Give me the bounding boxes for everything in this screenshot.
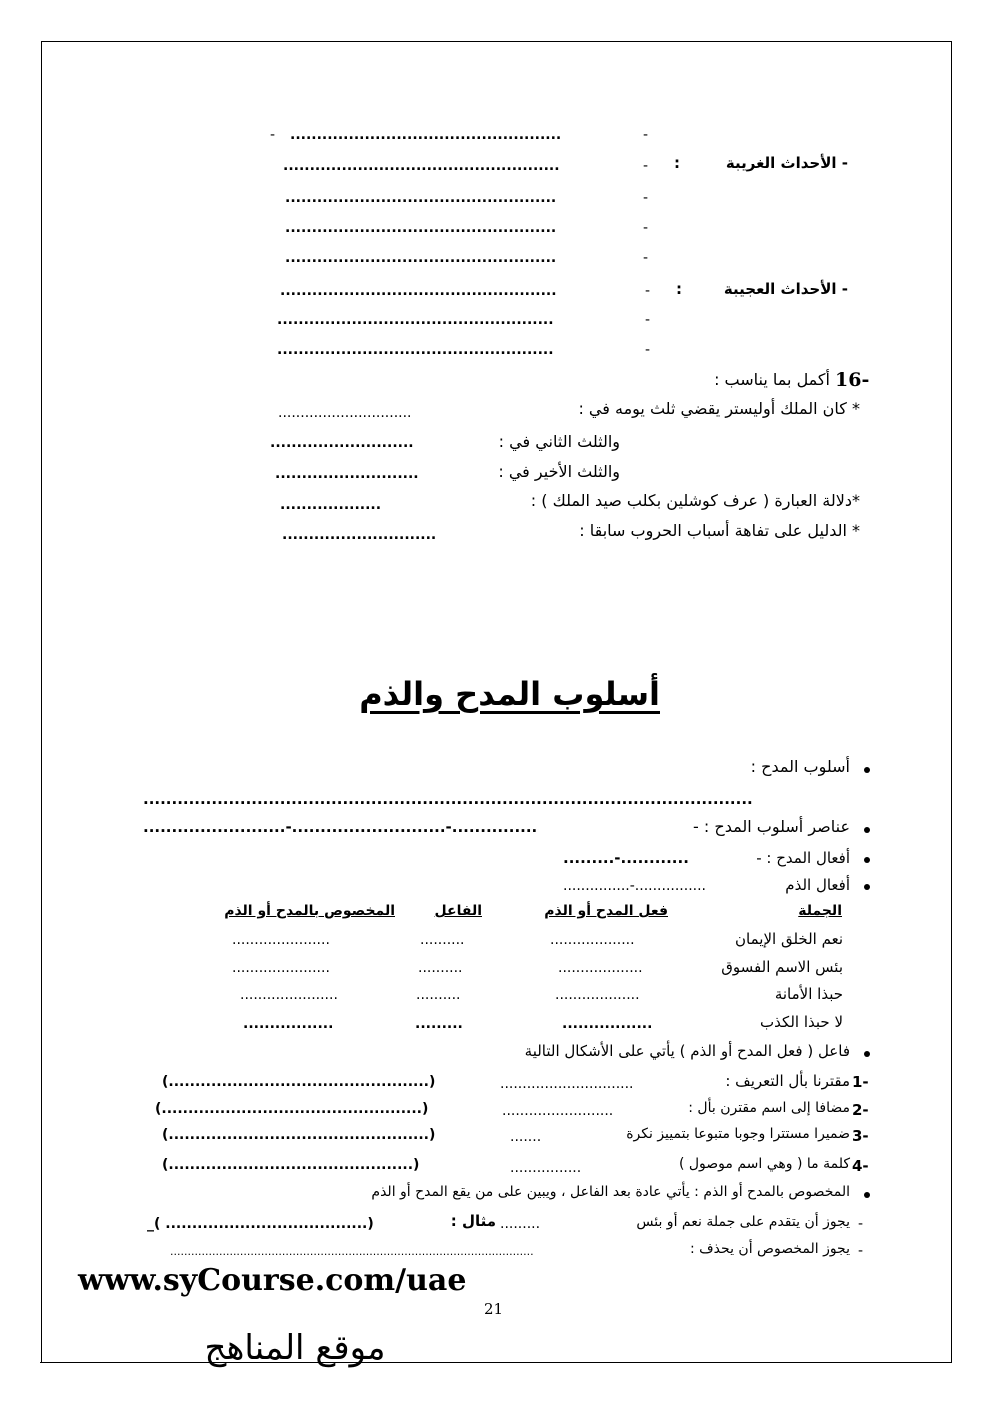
answer-line: ...........................: [270, 435, 414, 451]
form-number: 3-: [852, 1127, 869, 1145]
answer-line: .........................: [502, 1103, 614, 1119]
dash-mark: -: [858, 1216, 864, 1232]
answer-line: ................: [510, 1160, 582, 1176]
answer-line: .........................-...........................-...............: [143, 818, 538, 836]
dash-mark: -: [645, 283, 651, 299]
q16-line-4: *دلالة العبارة ( عرف كوشلين بكلب صيد الملك ) :: [530, 491, 860, 510]
table-row-verb: ...................: [558, 960, 643, 976]
table-header-sentence: الجملة: [798, 903, 842, 919]
answer-line: .......: [510, 1129, 542, 1145]
answer-line: ....................................................: [283, 158, 560, 174]
dash-mark: -: [643, 220, 649, 236]
q16-line-1: * كان الملك أوليستر يقضي ثلث يومه في :: [578, 399, 860, 418]
praise-style-label: أسلوب المدح :: [750, 757, 850, 776]
answer-line: ...................: [280, 497, 382, 513]
q16-line-5: * الدليل على تفاهة أسباب الحروب سابقا :: [579, 521, 860, 540]
page-number: 21: [484, 1300, 504, 1318]
bullet-icon: [864, 767, 870, 773]
form-text: مضافا إلى اسم مقترن بأل :: [688, 1100, 850, 1116]
bullet-icon: [864, 857, 870, 863]
bullet-icon: [864, 1051, 870, 1057]
website-url[interactable]: www.syCourse.com/uae: [78, 1263, 467, 1298]
dash-mark: -: [643, 127, 649, 143]
form-text: مقترنا بأل التعريف :: [725, 1072, 850, 1090]
colon: :: [674, 154, 680, 172]
answer-line: ....................................................: [280, 283, 557, 299]
bullet-icon: [864, 827, 870, 833]
lesson-title: أسلوب المدح والذم: [359, 675, 660, 713]
answer-line: ..............................: [278, 405, 412, 421]
dash-mark: -: [643, 190, 649, 206]
answer-paren: _( ......................................): [147, 1216, 374, 1232]
answer-line: ...................................................: [285, 190, 557, 206]
answer-line: ....................................................: [277, 312, 554, 328]
table-row-special: ......................: [232, 960, 330, 976]
answer-line: .........: [500, 1216, 541, 1232]
table-header-subject: الفاعل: [434, 903, 482, 919]
table-row-subject: .........: [415, 1016, 463, 1032]
subject-forms-label: فاعل ( فعل المدح أو الذم ) يأتي على الأشكال التالية: [524, 1042, 850, 1060]
bullet-icon: [864, 1192, 870, 1198]
dash-mark: -: [643, 158, 649, 174]
form-number: 1-: [852, 1073, 869, 1091]
answer-paren: (.................................................): [155, 1101, 429, 1117]
table-row-special: ......................: [240, 987, 338, 1003]
answer-line: ...........................: [275, 466, 419, 482]
page-bottom-rule: [40, 1362, 952, 1363]
site-signature: موقع المناهج: [204, 1328, 386, 1368]
table-row-subject: ..........: [420, 932, 465, 948]
table-row-verb: ...................: [555, 987, 640, 1003]
table-row-verb: ...................: [550, 932, 635, 948]
dash-mark: -: [645, 342, 651, 358]
strange-events-label: - الأحداث الغريبة: [725, 154, 848, 172]
table-row-sentence: بئس الاسم الفسوق: [721, 958, 843, 976]
form-text: كلمة ما ( وهي اسم موصول ): [678, 1156, 850, 1172]
blame-verbs-label: أفعال الذم: [785, 876, 850, 894]
table-row-subject: ..........: [418, 960, 463, 976]
answer-line: ...................................................: [290, 127, 562, 143]
question-prompt: أكمل بما يناسب :: [714, 370, 830, 389]
table-header-verb: فعل المدح أو الذم: [544, 903, 668, 919]
answer-line: ...................................................: [285, 220, 557, 236]
question-number: 16-: [835, 369, 870, 391]
table-row-verb: .................: [562, 1016, 653, 1032]
answer-line: ..............................: [500, 1076, 634, 1092]
dash-mark: -: [858, 1243, 864, 1259]
form-text: ضميرا مستترا وجوبا متبوعا بتمييز نكرة: [626, 1126, 850, 1142]
table-row-sentence: لا حبذا الكذب: [760, 1013, 843, 1031]
table-row-special: ......................: [232, 932, 330, 948]
table-row-subject: ..........: [416, 987, 461, 1003]
answer-line: .............................: [282, 527, 437, 543]
dash-mark: -: [643, 250, 649, 266]
form-number: 4-: [852, 1157, 869, 1175]
dash-mark: -: [645, 312, 651, 328]
wondrous-events-label: - الأحداث العجيبة: [723, 280, 848, 298]
answer-paren: (.................................................): [162, 1127, 436, 1143]
answer-line: ...........................................................................................................: [143, 790, 753, 808]
answer-line: ....................................................: [277, 342, 554, 358]
table-header-special: المخصوص بالمدح أو الذم: [224, 903, 395, 919]
colon: :: [676, 280, 682, 298]
table-row-sentence: نعم الخلق الإيمان: [735, 930, 843, 948]
special-label: المخصوص بالمدح أو الذم : يأتي عادة بعد الفاعل ، ويبين على من يقع المدح أو الذم: [371, 1184, 850, 1200]
rule-1: يجوز أن يتقدم على جملة نعم أو بئس: [636, 1214, 850, 1230]
answer-paren: (.................................................): [162, 1074, 436, 1090]
table-row-sentence: حبذا الأمانة: [774, 985, 843, 1003]
answer-line: ...............-................: [563, 878, 707, 894]
praise-verbs-label: أفعال المدح : -: [756, 849, 850, 867]
dash-mark: -: [270, 127, 276, 143]
q16-line-3: والثلث الأخير في :: [498, 462, 620, 481]
answer-line: ...................................................: [285, 250, 557, 266]
table-row-special: .................: [243, 1016, 334, 1032]
rule-2: يجوز المخصوص أن يحذف :: [690, 1241, 850, 1257]
form-number: 2-: [852, 1101, 869, 1119]
q16-line-2: والثلث الثاني في :: [498, 432, 620, 451]
bullet-icon: [864, 884, 870, 890]
answer-line: ........................................................................................................: [170, 1245, 534, 1258]
answer-paren: (..............................................): [162, 1157, 420, 1173]
answer-line: .........-............: [563, 849, 689, 867]
elements-label: عناصر أسلوب المدح : -: [693, 817, 850, 836]
rule-1-example-label: مثال :: [450, 1212, 496, 1230]
